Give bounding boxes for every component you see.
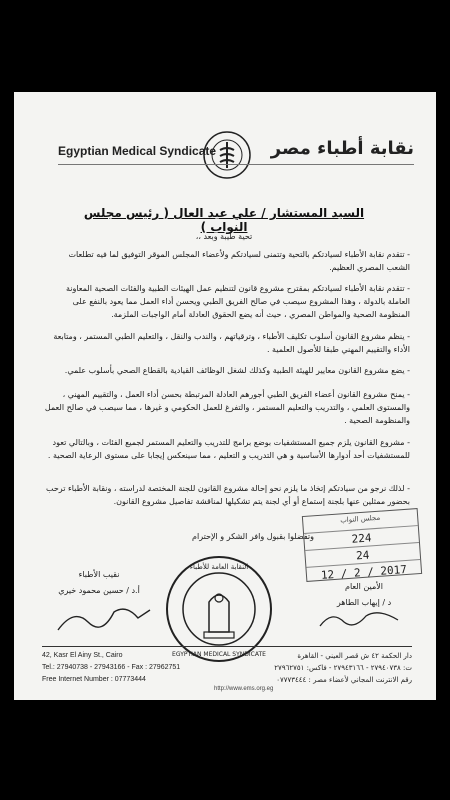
stamp-line-3: 24 [305,543,420,568]
paragraph-1: - تتقدم نقابة الأطباء لسيادتكم بالتحية وتتمنى لسيادتكم ولأعضاء المجلس الموقر التوفيق لما فيه تطلعات الشعب المصري العظيم. [68,250,410,272]
footer-internet-ar: رقم الانترنت المجاني لأعضاء مصر : ٠٧٧٧٣٤٤٤ [276,676,412,684]
syndicate-logo-icon [202,130,252,180]
stamp-line-2: 224 [304,526,419,551]
incoming-stamp [302,508,422,582]
addressee: السيد المستشار / علي عبد العال ( رئيس مجلس النواب ) [83,206,365,234]
stamp-line-1: مجلس النواب [303,509,418,534]
left-signature-title: نقيب الأطباء [78,570,120,579]
paragraph-3: - ينظم مشروع القانون أسلوب تكليف الأطباء ، وترقياتهم ، والندب والنقل ، والتعليم الطبي المستمر ، ومتابعة الأداء والتقييم المهني طبقا للأصول العلمية . [53,332,410,354]
closing: وتفضلوا بقبول وافر الشكر و الإحترام [192,532,314,541]
header-rule [58,164,414,165]
paragraph-5: - يمنح مشروع القانون أعضاء الفريق الطبي أجورهم العادلة المرتبطة بحسن أداء العمل ، والتقييم المهني ، والمستوى العلمي ، والتدريب والتعليم المستمر ، والتفرغ للعمل الحكومي و غيرها ، مما سيصب في صالح العمل والمنظومة الصحية . [44,390,410,425]
left-signature-scribble-icon [54,600,154,636]
paragraph-7: - لذلك نرجو من سيادتكم إتخاذ ما يلزم نحو إحالة مشروع القانون للجنة المختصة لدراسته ، ونقابة الأطباء ترحب بحضور ممثلين عنها بلجنة إستماع أو أي لجنة يتم تشكيلها لمناقشة تفاصيل مشروع القانون. [46,484,410,506]
right-signature-name: د / إيهاب الطاهر [336,598,392,607]
seal-arabic-text: النقابة العامة للأطباء [189,563,249,571]
footer-address-ar: دار الحكمة ٤٢ ش قصر العيني - القاهرة [297,652,412,660]
paragraph-4: - يضع مشروع القانون معايير للهيئة الطبية وكذلك لشغل الوظائف القيادية بالقطاع الصحي بأسلوب علمي. [64,366,410,375]
seal-english-text: EGYPTIAN MEDICAL SYNDICATE [172,651,266,658]
footer-internet-en: Free Internet Number : 07773444 [42,676,146,683]
footer-address-en: 42, Kasr El Ainy St., Cairo [42,652,123,659]
footer-tel-en: Tel.: 27940738 - 27943166 - Fax : 27962751 [42,664,181,671]
left-signature-name: أ.د / حسين محمود خيري [58,586,140,595]
right-signature-scribble-icon [314,604,404,634]
syndicate-seal-icon [164,554,274,664]
paragraph-6: - مشروع القانون يلزم جميع المستشفيات بوضع برامج للتدريب والتعليم المستمر لجميع الفئات ، وبالتالي تعود للمستشفيات أحد أدوارها الأساسية و هي التدريب و التعليم ، مما سينعكس إيجابا على مستوى الرعاية الصحية . [47,438,410,460]
stamp-date: 2017 / 2 / 12 [320,562,408,582]
greeting: تحية طيبة وبعد ،، [195,232,253,241]
paragraph-2: - تتقدم نقابة الأطباء لسيادتكم بمقترح مشروع قانون لتنظيم عمل الهيئات الطبية والفئات الصحية المعاونة العاملة بالدولة ، وهذا المشروع سيصب في صالح الفريق الطبي ويحسن أداء العمل مما يعود بالنفع على المنظومة الصحية والمواطن المصري ، حيث أنه يضع الحقوق العادلة أمام الواجبات الملزمة. [65,284,410,319]
footer-tel-ar: ت: ٢٧٩٤٠٧٣٨ - ٢٧٩٤٣١٦٦ - فاكس: ٢٧٩٦٢٧٥١ [274,664,412,672]
english-syndicate-name: Egyptian Medical Syndicate [58,144,217,158]
footer-website: http://www.ems.org.eg [214,686,274,692]
footer-rule [42,646,412,647]
arabic-syndicate-name: نقابة أطباء مصر [270,138,414,159]
right-signature-title: الأمين العام [344,582,384,591]
letter-page [14,92,436,700]
